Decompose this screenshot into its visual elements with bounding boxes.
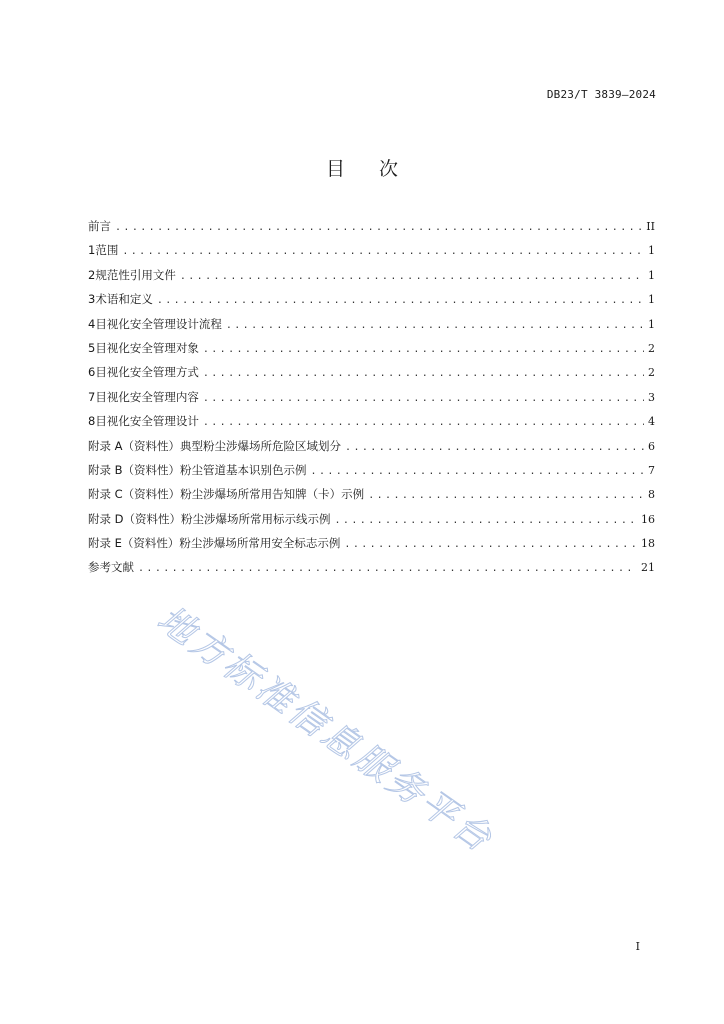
toc-entry-number: 5	[88, 340, 96, 355]
toc-entry-number: 7	[88, 389, 96, 404]
toc-entry-title: 目视化安全管理方式	[95, 365, 199, 380]
toc-entry-number: 3	[88, 292, 96, 307]
toc-entry-annex-label: 附录 B（资料性）	[88, 462, 181, 477]
toc-entry-number: 4	[88, 316, 96, 331]
toc-entry-page: 1	[648, 268, 655, 282]
toc-entry-title: 目视化安全管理内容	[95, 389, 199, 404]
toc-dot-leader	[203, 344, 644, 355]
toc-entry[interactable]	[88, 535, 655, 559]
toc-entry[interactable]	[88, 486, 655, 510]
toc-entry[interactable]	[88, 267, 655, 291]
page-number: I	[635, 940, 640, 953]
toc-entry-annex-label: 附录 C（资料性）	[88, 487, 181, 502]
toc-entry-title: 参考文献	[88, 560, 134, 575]
toc-entry-title: 典型粉尘涉爆场所危险区域划分	[180, 438, 342, 453]
toc-entry-title: 粉尘涉爆场所常用标示线示例	[181, 511, 331, 526]
toc-entry[interactable]	[88, 413, 655, 437]
toc-entry-annex-label: 附录 E（资料性）	[88, 536, 180, 551]
toc-entry[interactable]	[88, 316, 655, 340]
toc-entry-page: II	[646, 220, 655, 233]
toc-entry-annex-label: 附录 D（资料性）	[88, 511, 182, 526]
toc-entry-page: 21	[641, 561, 655, 575]
toc-dot-leader	[138, 563, 637, 574]
toc-entry-number: 6	[88, 365, 96, 380]
table-of-contents	[88, 218, 655, 584]
toc-dot-leader	[115, 222, 642, 233]
toc-entry-number: 8	[88, 414, 96, 429]
toc-dot-leader	[122, 246, 644, 257]
toc-entry-page: 7	[648, 463, 655, 477]
toc-dot-leader	[311, 466, 644, 477]
toc-entry-title: 目视化安全管理设计流程	[95, 316, 222, 331]
toc-dot-leader	[345, 442, 644, 453]
toc-entry[interactable]	[88, 242, 655, 266]
toc-entry-page: 6	[648, 439, 655, 453]
toc-entry-page: 2	[648, 366, 655, 380]
toc-entry-title: 粉尘管道基本识别色示例	[180, 462, 307, 477]
toc-entry-title: 目视化安全管理设计	[95, 414, 199, 429]
toc-dot-leader	[157, 295, 644, 306]
toc-entry-page: 2	[648, 341, 655, 355]
toc-entry-title: 术语和定义	[95, 292, 153, 307]
toc-entry-page: 18	[641, 537, 655, 551]
toc-entry[interactable]	[88, 389, 655, 413]
page-title: 目次	[325, 158, 432, 180]
toc-dot-leader	[180, 271, 644, 282]
toc-entry[interactable]	[88, 511, 655, 535]
toc-dot-leader	[203, 368, 644, 379]
toc-entry-title: 规范性引用文件	[95, 267, 176, 282]
toc-entry-page: 1	[648, 317, 655, 331]
toc-entry-number: 2	[88, 267, 96, 282]
toc-entry-page: 1	[648, 244, 655, 258]
toc-entry-number: 1	[88, 243, 96, 258]
toc-dot-leader	[203, 393, 644, 404]
toc-dot-leader	[344, 539, 637, 550]
toc-entry[interactable]	[88, 291, 655, 315]
toc-entry[interactable]	[88, 559, 655, 583]
toc-entry-title: 粉尘涉爆场所常用安全标志示例	[179, 536, 341, 551]
toc-entry-title: 前言	[88, 219, 111, 233]
toc-entry-page: 8	[648, 488, 655, 502]
toc-entry-title: 粉尘涉爆场所常用告知牌（卡）示例	[180, 487, 365, 502]
toc-entry-title: 目视化安全管理对象	[95, 340, 199, 355]
toc-entry-page: 3	[648, 390, 655, 404]
toc-entry-page: 1	[648, 293, 655, 307]
toc-dot-leader	[335, 515, 637, 526]
toc-entry[interactable]	[88, 218, 655, 242]
watermark: 地方标准信息服务平台	[149, 598, 502, 862]
toc-dot-leader	[368, 490, 644, 501]
toc-entry[interactable]	[88, 438, 655, 462]
toc-entry[interactable]	[88, 462, 655, 486]
toc-dot-leader	[226, 320, 644, 331]
toc-entry[interactable]	[88, 340, 655, 364]
toc-entry-annex-label: 附录 A（资料性）	[88, 438, 181, 453]
document-code: DB23/T 3839—2024	[546, 88, 656, 101]
toc-entry-page: 16	[641, 512, 655, 526]
toc-entry-title: 范围	[95, 243, 119, 258]
toc-entry-page: 4	[648, 415, 655, 429]
toc-dot-leader	[203, 417, 644, 428]
toc-entry[interactable]	[88, 364, 655, 388]
